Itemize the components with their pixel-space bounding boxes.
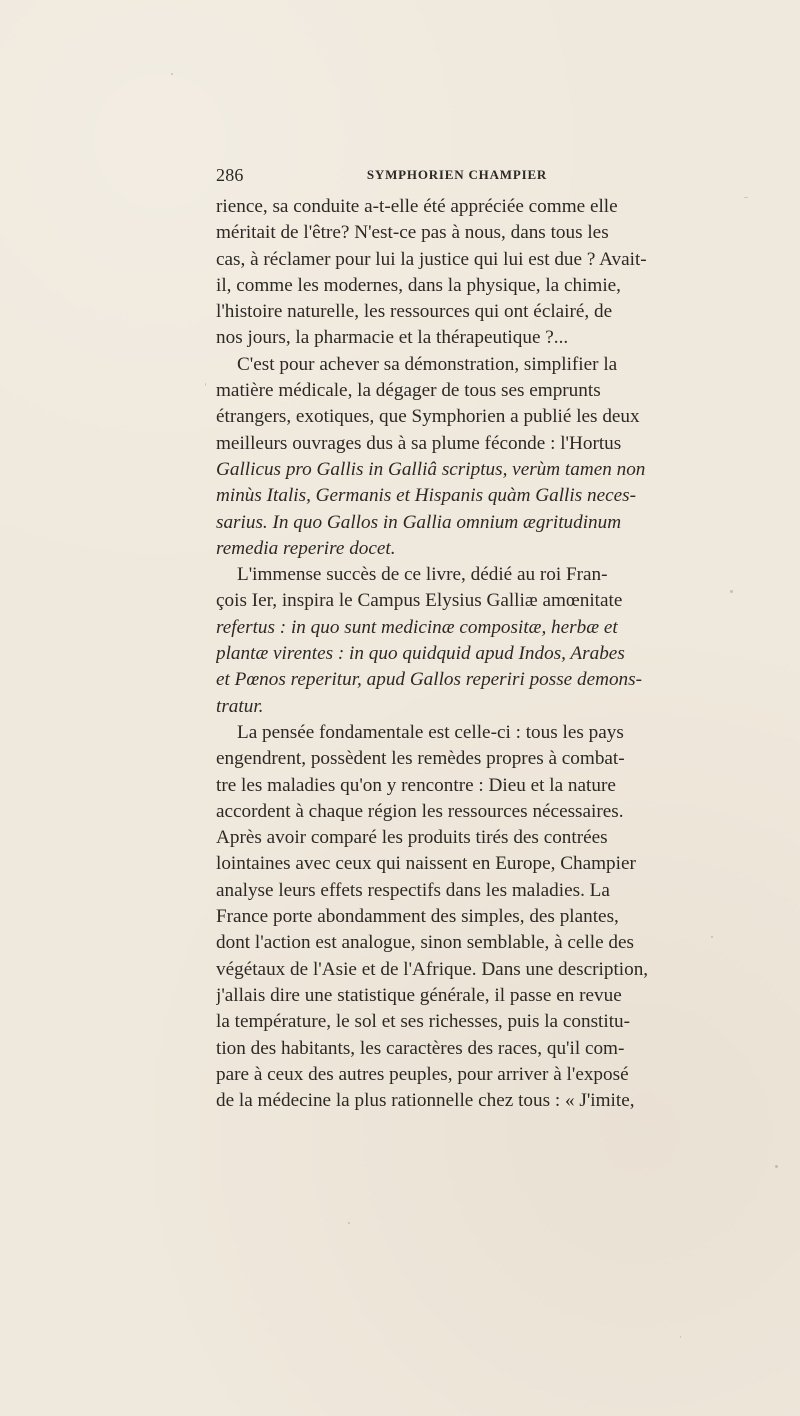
page-number: 286 [216, 165, 244, 185]
text-line: remedia reperire docet. [216, 537, 396, 559]
paper-speck [711, 936, 713, 938]
text-line: végétaux de l'Asie et de l'Afrique. Dans une description, [216, 958, 649, 980]
text-line: la température, le sol et ses richesses, puis la constitu- [216, 1011, 631, 1033]
text-line: et Pœnos reperitur, apud Gallos reperiri posse demons- [216, 669, 643, 691]
text-line: rience, sa conduite a-t-elle été appréciée comme elle [216, 196, 618, 217]
text-line: sarius. In quo Gallos in Gallia omnium ægritudinum [216, 511, 622, 533]
page-header [216, 163, 698, 187]
text-line: L'immense succès de ce livre, dédié au roi Fran- [237, 564, 608, 586]
body-text [216, 194, 698, 1114]
text-line: tion des habitants, les caractères des races, qu'il com- [216, 1037, 625, 1059]
text-line: çois Ier, inspira le Campus Elysius Galliæ amœnitate [216, 590, 623, 612]
text-line: nos jours, la pharmacie et la thérapeutique ?... [216, 327, 569, 349]
text-line: étrangers, exotiques, que Symphorien a publié les deux [216, 406, 640, 428]
text-line: matière médicale, la dégager de tous ses emprunts [216, 380, 601, 402]
paper-speck [205, 383, 206, 386]
text-line: engendrent, possèdent les remèdes propres à combat- [216, 748, 625, 770]
text-line: plantæ virentes : in quo quidquid apud Indos, Arabes [216, 643, 625, 665]
text-line: France porte abondamment des simples, des plantes, [216, 906, 619, 928]
text-line: Après avoir comparé les produits tirés des contrées [216, 827, 608, 849]
text-line: pare à ceux des autres peuples, pour arriver à l'exposé [216, 1063, 629, 1085]
text-line: tratur. [216, 695, 264, 717]
text-line: accordent à chaque région les ressources nécessaires. [216, 800, 624, 822]
text-line: tre les maladies qu'on y rencontre : Dieu et la nature [216, 774, 616, 796]
text-line: il, comme les modernes, dans la physique, la chimie, [216, 274, 621, 296]
text-line: j'allais dire une statistique générale, il passe en revue [216, 984, 622, 1006]
running-title: SYMPHORIEN CHAMPIER [366, 167, 548, 182]
text-line: de la médecine la plus rationnelle chez tous : « J'imite, [216, 1090, 635, 1112]
text-line: cas, à réclamer pour lui la justice qui lui est due ? Avait- [216, 248, 647, 270]
paper-speck [171, 73, 173, 75]
text-line: méritait de l'être? N'est-ce pas à nous, dans tous les [216, 222, 609, 244]
text-line: minùs Italis, Germanis et Hispanis quàm Gallis neces- [216, 485, 636, 507]
text-line: C'est pour achever sa démonstration, simplifier la [237, 353, 618, 375]
text-line: analyse leurs effets respectifs dans les maladies. La [216, 879, 610, 901]
paper-speck [680, 1336, 681, 1338]
paper-speck [775, 1165, 778, 1168]
text-line: La pensée fondamentale est celle-ci : tous les pays [237, 721, 624, 743]
paper-speck [744, 197, 748, 198]
text-line: meilleurs ouvrages dus à sa plume féconde : l'Hortus [216, 432, 622, 454]
text-line: refertus : in quo sunt medicinæ compositæ, herbæ et [216, 616, 618, 638]
text-line: l'histoire naturelle, les ressources qui ont éclairé, de [216, 301, 613, 323]
text-line: lointaines avec ceux qui naissent en Europe, Champier [216, 853, 636, 875]
text-line: dont l'action est analogue, sinon semblable, à celle des [216, 932, 634, 954]
text-line: Gallicus pro Gallis in Galliâ scriptus, verùm tamen non [216, 458, 646, 480]
paper-speck [730, 590, 733, 593]
paper-speck [348, 1222, 350, 1224]
